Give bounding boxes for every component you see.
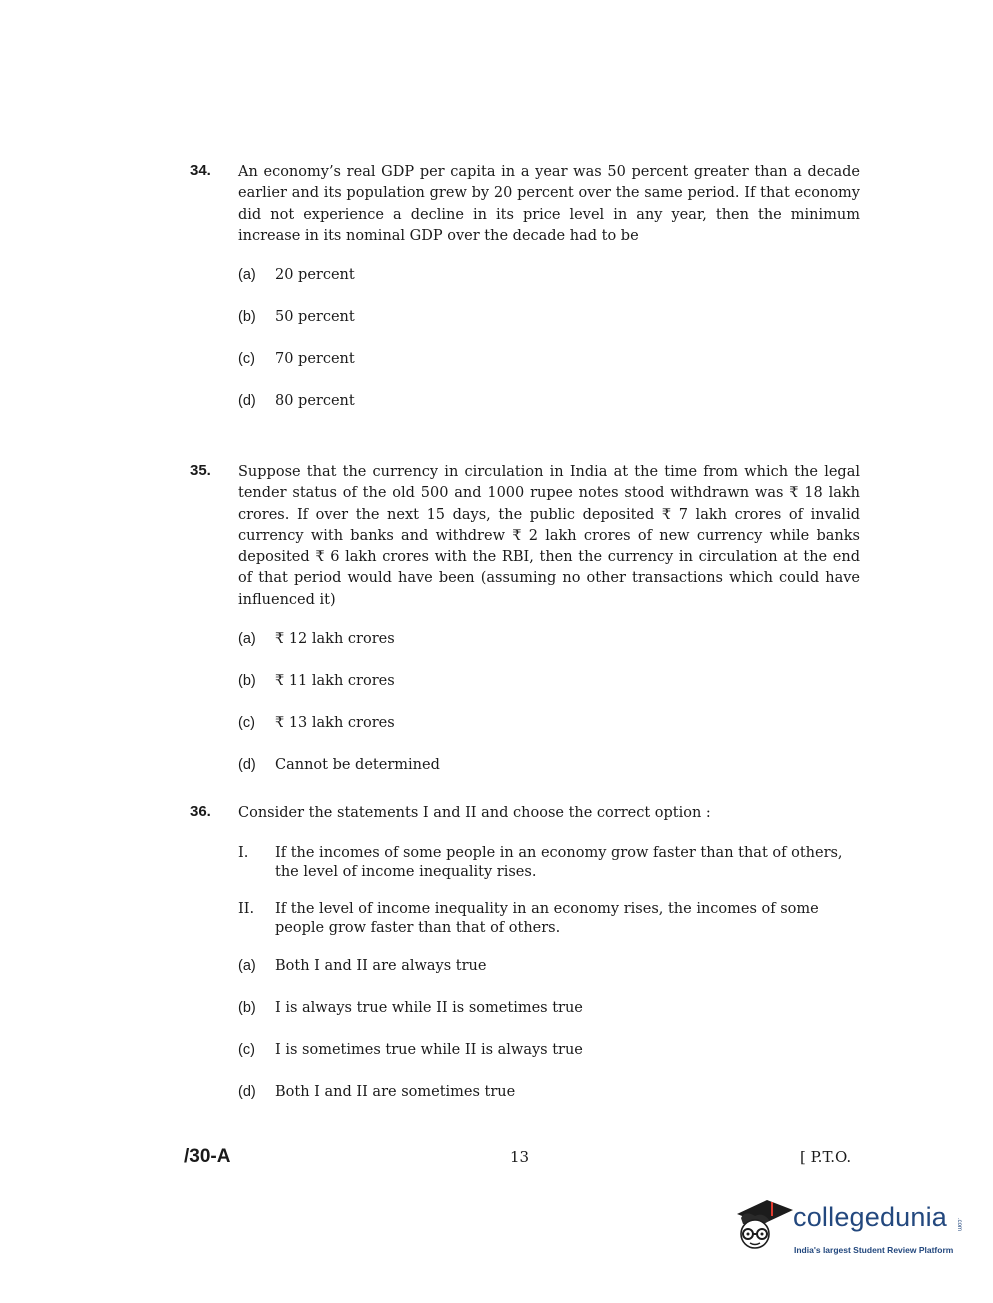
option-text: Cannot be determined bbox=[275, 757, 440, 774]
question-number: 36. bbox=[190, 803, 211, 820]
option-label: (d) bbox=[238, 1084, 256, 1101]
options-list bbox=[238, 267, 860, 413]
option-b bbox=[238, 309, 860, 329]
option-b bbox=[238, 1000, 860, 1020]
option-label: (d) bbox=[238, 757, 256, 774]
question-34 bbox=[190, 162, 860, 413]
statement-i bbox=[238, 844, 860, 882]
question-35 bbox=[190, 462, 860, 777]
logo-tagline: India's largest Student Review Platform bbox=[794, 1245, 954, 1255]
logo-wordmark: collegedunia bbox=[793, 1202, 948, 1232]
paper-code: /30-A bbox=[184, 1146, 231, 1167]
pto-note: [ P.T.O. bbox=[800, 1148, 852, 1166]
option-d bbox=[238, 393, 860, 413]
option-text: ₹ 11 lakh crores bbox=[275, 673, 395, 690]
option-c bbox=[238, 1042, 860, 1062]
option-text: Both I and II are always true bbox=[275, 958, 487, 975]
option-label: (a) bbox=[238, 958, 256, 975]
option-text: ₹ 12 lakh crores bbox=[275, 631, 395, 648]
option-a bbox=[238, 267, 860, 287]
question-text: An economy’s real GDP per capita in a year was 50 percent greater than a decade earlier and its population grew by 20 percent over the same period. If that economy did not experience a decline in its price level in any year, then the minimum increase in its nominal GDP over the decade had to be bbox=[238, 164, 860, 244]
option-a bbox=[238, 958, 860, 978]
statement-ii bbox=[238, 900, 860, 938]
option-text: 80 percent bbox=[275, 393, 355, 410]
option-text: I is always true while II is sometimes true bbox=[275, 1000, 583, 1017]
option-label: (b) bbox=[238, 1000, 256, 1017]
options-list bbox=[238, 631, 860, 777]
option-label: (b) bbox=[238, 309, 256, 326]
question-text: Suppose that the currency in circulation in India at the time from which the legal tender status of the old 500 and 1000 rupee notes stood withdrawn was ₹ 18 lakh crores. If over the next 15 days, the public deposited ₹ 7 lakh crores of invalid currency with banks and withdrew ₹ 2 lakh crores of new currency while banks deposited ₹ 6 lakh crores with the RBI, then the currency in circulation at the end of that period would have been (assuming no other transactions which could have influenced it) bbox=[238, 464, 860, 608]
statement-label: II. bbox=[238, 901, 255, 918]
option-label: (d) bbox=[238, 393, 256, 410]
option-text: 70 percent bbox=[275, 351, 355, 368]
question-number: 34. bbox=[190, 162, 211, 179]
question-36 bbox=[190, 803, 860, 1104]
options-list bbox=[238, 958, 860, 1104]
option-text: Both I and II are sometimes true bbox=[275, 1084, 516, 1101]
option-b bbox=[238, 673, 860, 693]
statement-label: I. bbox=[238, 845, 249, 862]
option-label: (c) bbox=[238, 715, 255, 732]
option-text: ₹ 13 lakh crores bbox=[275, 715, 395, 732]
graduate-mascot-icon bbox=[733, 1196, 793, 1260]
option-label: (a) bbox=[238, 267, 256, 284]
statement-text: If the level of income inequality in an economy rises, the incomes of some people grow faster than that of others. bbox=[275, 901, 819, 937]
option-label: (a) bbox=[238, 631, 256, 648]
question-text: Consider the statements I and II and choose the correct option : bbox=[238, 805, 711, 821]
page-number: 13 bbox=[510, 1148, 530, 1166]
option-label: (c) bbox=[238, 351, 255, 368]
collegedunia-logo bbox=[733, 1196, 963, 1266]
option-d bbox=[238, 1084, 860, 1104]
option-label: (b) bbox=[238, 673, 256, 690]
option-text: 50 percent bbox=[275, 309, 355, 326]
option-text: 20 percent bbox=[275, 267, 355, 284]
option-d bbox=[238, 757, 860, 777]
statement-text: If the incomes of some people in an economy grow faster than that of others, the level of income inequality rises. bbox=[275, 845, 843, 881]
question-number: 35. bbox=[190, 462, 211, 479]
option-text: I is sometimes true while II is always true bbox=[275, 1042, 583, 1059]
option-c bbox=[238, 351, 860, 371]
option-c bbox=[238, 715, 860, 735]
option-label: (c) bbox=[238, 1042, 255, 1059]
logo-tld: .com bbox=[956, 1218, 962, 1232]
option-a bbox=[238, 631, 860, 651]
